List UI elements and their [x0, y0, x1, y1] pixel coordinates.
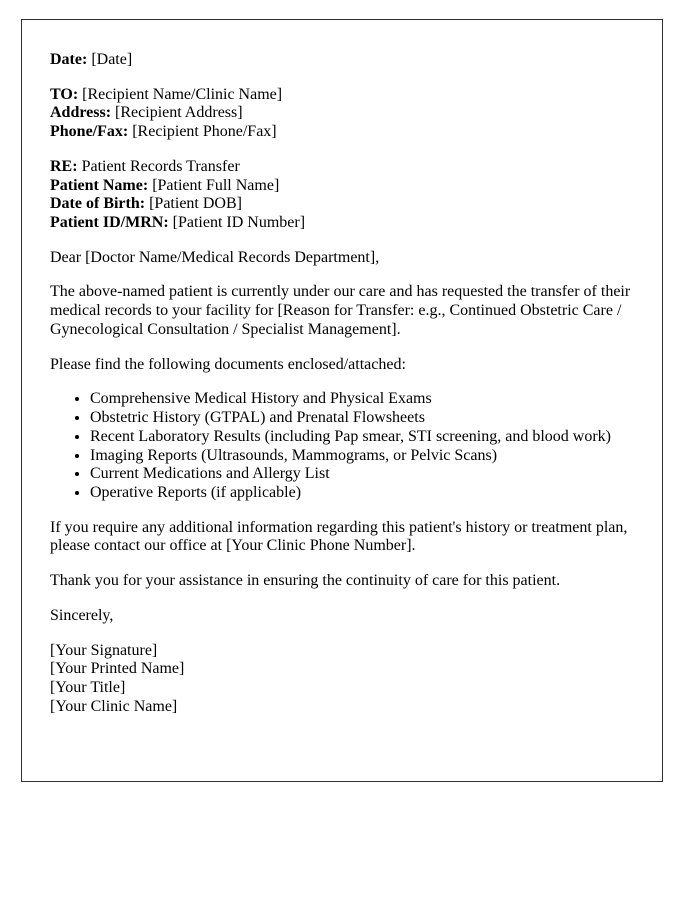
- patient-id-line: [50, 214, 634, 233]
- enclosure-item: • Current Medications and Allergy List: [90, 465, 634, 484]
- recipient-address-line: [50, 104, 634, 123]
- re-label: RE:: [50, 157, 78, 175]
- recipient-phone-value: [Recipient Phone/Fax]: [132, 123, 277, 141]
- recipient-to-value: [Recipient Name/Clinic Name]: [82, 85, 283, 103]
- recipient-address-label: Address:: [50, 104, 112, 122]
- paragraph-enclosure-intro: Please find the following documents enclosed/attached:: [50, 355, 406, 373]
- patient-id-label: Patient ID/MRN:: [50, 214, 169, 232]
- patient-dob-label: Date of Birth:: [50, 195, 146, 213]
- salutation: Dear [Doctor Name/Medical Records Department],: [50, 248, 380, 266]
- signature-line: [Your Signature]: [50, 641, 158, 659]
- recipient-to-label: TO:: [50, 85, 79, 103]
- recipient-address-value: [Recipient Address]: [115, 104, 243, 122]
- signature-block: [50, 642, 634, 717]
- patient-name-value: [Patient Full Name]: [152, 176, 280, 194]
- re-line: [50, 158, 634, 177]
- closing: Sincerely,: [50, 606, 114, 624]
- enclosure-item: • Obstetric History (GTPAL) and Prenatal Flowsheets: [90, 409, 634, 428]
- date-label: Date:: [50, 51, 88, 68]
- subject-block: [50, 158, 634, 233]
- letter-container: [21, 19, 663, 782]
- patient-name-line: [50, 177, 634, 196]
- date-line: [50, 51, 634, 70]
- re-value: Patient Records Transfer: [81, 157, 240, 175]
- signature-line: [Your Clinic Name]: [50, 697, 178, 715]
- recipient-block: [50, 86, 634, 142]
- recipient-to-line: [50, 86, 634, 105]
- patient-id-value: [Patient ID Number]: [172, 214, 306, 232]
- recipient-phone-line: [50, 123, 634, 142]
- signature-line: [Your Title]: [50, 678, 126, 696]
- signature-line: [Your Printed Name]: [50, 660, 185, 678]
- patient-dob-value: [Patient DOB]: [149, 195, 242, 213]
- date-value: [Date]: [91, 51, 133, 68]
- recipient-phone-label: Phone/Fax:: [50, 123, 129, 141]
- patient-dob-line: [50, 195, 634, 214]
- enclosure-item: • Operative Reports (if applicable): [90, 484, 634, 503]
- paragraph-thank-you: Thank you for your assistance in ensuring the continuity of care for this patient.: [50, 572, 561, 590]
- enclosure-item: • Recent Laboratory Results (including Pap smear, STI screening, and blood work): [90, 428, 634, 447]
- paragraph-additional-info: If you require any additional information regarding this patient's history or treatment plan, please contact our office at [Your Clinic Phone Number].: [50, 518, 628, 555]
- enclosure-item: • Comprehensive Medical History and Physical Exams: [90, 390, 634, 409]
- paragraph-transfer-request: The above-named patient is currently under our care and has requested the transfer of their medical records to your facility for [Reason for Transfer: e.g., Continued Obstetric Care / Gynecological Consultation / Specialist Management].: [50, 283, 631, 338]
- patient-name-label: Patient Name:: [50, 176, 149, 194]
- enclosure-item: • Imaging Reports (Ultrasounds, Mammograms, or Pelvic Scans): [90, 447, 634, 466]
- enclosure-list: [50, 390, 634, 502]
